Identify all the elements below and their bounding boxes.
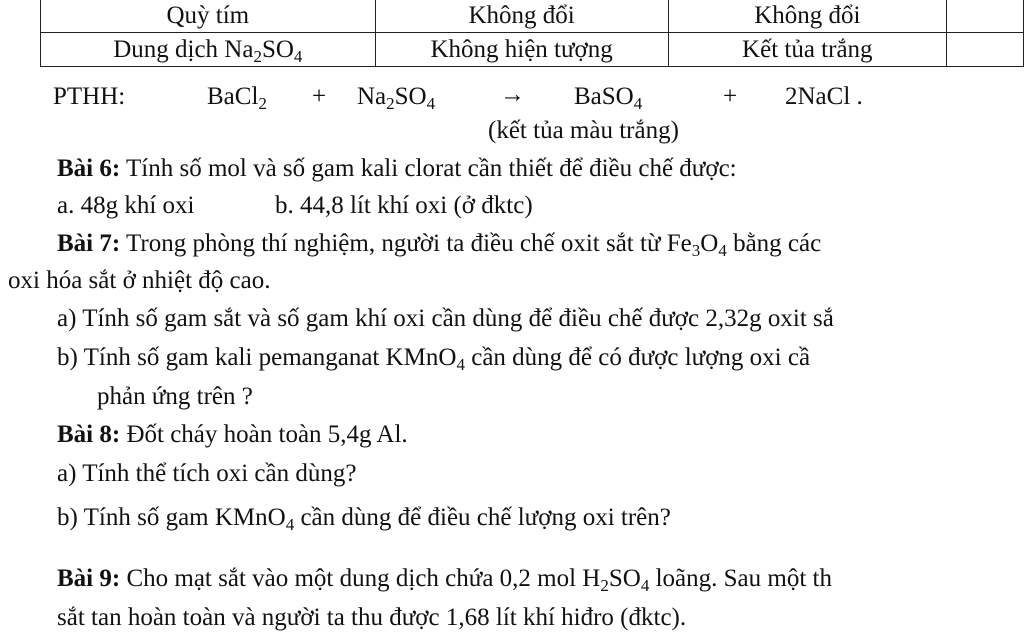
equation-prefix: PTHH: (53, 83, 126, 110)
exercise-7-part-a: a) Tính số gam sắt và số gam khí oxi cần dùng để điều chế được 2,32g oxit sắ (57, 305, 834, 332)
exercise-6-option-a: a. 48g khí oxi (57, 192, 195, 219)
table-cell: Quỳ tím (41, 0, 376, 33)
exercise-7-question: Bài 7: Trong phòng thí nghiệm, người ta điều chế oxit sắt từ $Fe_3O_4$ bằng các (57, 230, 822, 260)
product-nacl: 2NaCl . (785, 83, 863, 110)
exercise-9-question: Bài 9: Cho mạt sắt vào một dung dịch chứa 0,2 mol $H_2SO_4$ loãng. Sau một th (57, 565, 832, 595)
reactant-bacl2: BaCl$_2$ (207, 83, 267, 113)
reactant-na2so4: $Na_2SO_4$ (357, 83, 436, 113)
plus-sign: + (723, 83, 738, 110)
exercise-7-part-b: b) Tính số gam kali pemanganat KMnO$_4$ cần dùng để có được lượng oxi cầ (57, 344, 811, 374)
exercise-6-option-b: b. 44,8 lít khí oxi (ở đktc) (275, 192, 533, 219)
exercise-7-part-b-cont: phản ứng trên ? (97, 383, 253, 410)
table-cell (947, 0, 1024, 33)
product-baso4: BaSO$_4$ (574, 83, 643, 113)
table-cell: Kết tủa trắng (668, 33, 947, 67)
table-cell: Không hiện tượng (375, 33, 668, 67)
table-cell: Dung dịch $Na_2SO_4$ (41, 33, 376, 67)
exercise-8-question: Bài 8: Đốt cháy hoàn toàn 5,4g Al. (57, 421, 408, 448)
exercise-7-question-cont: oxi hóa sắt ở nhiệt độ cao. (8, 267, 271, 294)
table-row (41, 33, 1024, 67)
exercise-8-part-a: a) Tính thể tích oxi cần dùng? (57, 460, 357, 487)
table-cell (947, 33, 1024, 67)
precipitate-note: (kết tủa màu trắng) (488, 117, 679, 144)
exercise-9-question-cont: sắt tan hoàn toàn và người ta thu được 1,68 lít khí hiđro (đktc). (57, 604, 687, 631)
exercise-8-part-b: b) Tính số gam KMnO$_4$ cần dùng để điều chế lượng oxi trên? (57, 504, 671, 534)
plus-sign: + (312, 83, 327, 110)
results-table (40, 0, 1024, 67)
exercise-6-question: Bài 6: Tính số mol và số gam kali clorat cần thiết để điều chế được: (57, 155, 737, 182)
table-row (41, 0, 1024, 33)
table-cell: Không đổi (375, 0, 668, 33)
table-cell: Không đổi (668, 0, 947, 33)
arrow-icon: → (500, 81, 525, 108)
